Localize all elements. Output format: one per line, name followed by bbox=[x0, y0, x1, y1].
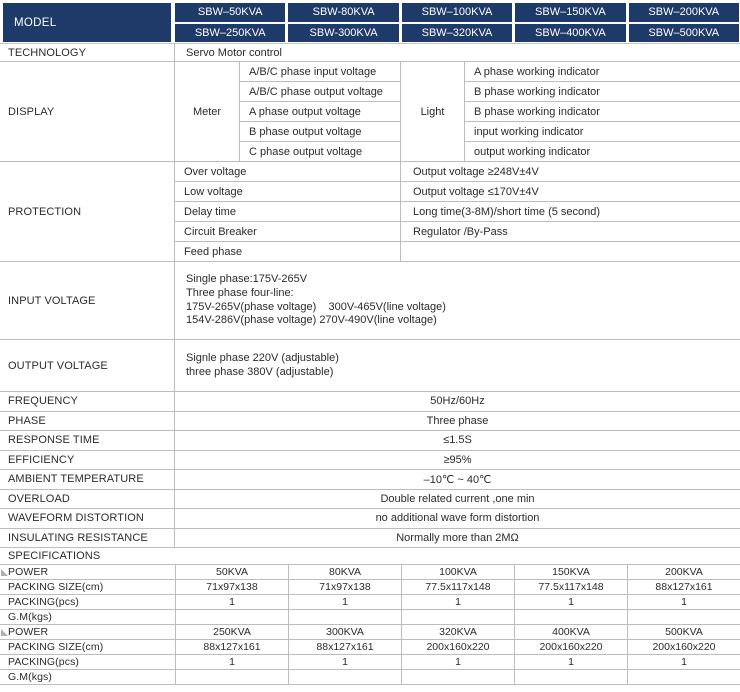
technology-label: TECHNOLOGY bbox=[0, 44, 175, 61]
meter-item: A/B/C phase output voltage bbox=[240, 82, 400, 102]
ambient-temperature-row bbox=[0, 470, 740, 490]
model-cell: SBW–400KVA bbox=[515, 24, 625, 43]
model-cell: SBW-300KVA bbox=[288, 24, 398, 43]
protection-name: Circuit Breaker bbox=[175, 222, 400, 242]
power-label: POWER bbox=[8, 566, 49, 578]
output-voltage-line: Signle phase 220V (adjustable) bbox=[186, 351, 339, 364]
gm-kgs-row bbox=[0, 610, 740, 625]
input-voltage-value bbox=[175, 262, 740, 339]
packing-size-cell: 200x160x220 bbox=[401, 640, 514, 654]
protection-names bbox=[175, 162, 401, 261]
packing-size-row bbox=[0, 580, 740, 595]
gm-kgs-label: G.M(kgs) bbox=[8, 611, 52, 623]
model-cell: SBW–250KVA bbox=[175, 24, 285, 43]
phase-label: PHASE bbox=[0, 412, 175, 431]
input-voltage-line: Single phase:175V-265V bbox=[186, 272, 308, 285]
packing-size-cell: 88x127x161 bbox=[175, 640, 288, 654]
packing-pcs-cell: 1 bbox=[401, 595, 514, 609]
output-voltage-label: OUTPUT VOLTAGE bbox=[0, 340, 175, 391]
power-cell: 250KVA bbox=[175, 625, 288, 639]
power-cell: 100KVA bbox=[401, 565, 514, 579]
waveform-distortion-row bbox=[0, 509, 740, 529]
model-cell: SBW-80KVA bbox=[288, 3, 398, 22]
protection-values bbox=[401, 162, 740, 261]
efficiency-value: ≥95% bbox=[443, 453, 472, 466]
phase-value: Three phase bbox=[426, 414, 489, 427]
packing-size-cell: 88x127x161 bbox=[288, 640, 401, 654]
gm-kgs-cell bbox=[627, 610, 740, 624]
packing-pcs-cell: 1 bbox=[175, 655, 288, 669]
specifications-label: SPECIFICATIONS bbox=[8, 550, 101, 562]
display-section bbox=[0, 62, 740, 162]
gm-kgs-cell bbox=[627, 670, 740, 684]
protection-name: Delay time bbox=[175, 202, 400, 222]
packing-pcs-cell: 1 bbox=[288, 595, 401, 609]
model-cell: SBW–50KVA bbox=[175, 3, 285, 22]
power-cell: 150KVA bbox=[514, 565, 627, 579]
packing-size-label: PACKING SIZE(cm) bbox=[8, 581, 104, 593]
packing-pcs-cell: 1 bbox=[627, 655, 740, 669]
protection-value bbox=[401, 242, 740, 261]
insulating-resistance-row bbox=[0, 529, 740, 549]
gm-kgs-cell bbox=[175, 610, 288, 624]
waveform-distortion-label: WAVEFORM DISTORTION bbox=[0, 509, 175, 528]
packing-size-cell: 77.5x117x148 bbox=[514, 580, 627, 594]
gm-kgs-row bbox=[0, 670, 740, 685]
ambient-temperature-value: –10℃ ~ 40℃ bbox=[423, 473, 492, 486]
gm-kgs-cell bbox=[288, 670, 401, 684]
output-voltage-line: three phase 380V (adjustable) bbox=[186, 365, 334, 378]
packing-pcs-cell: 1 bbox=[514, 595, 627, 609]
protection-value: Regulator /By-Pass bbox=[401, 222, 740, 242]
model-cell: SBW–320KVA bbox=[402, 24, 512, 43]
light-label: Light bbox=[401, 62, 465, 161]
packing-pcs-row bbox=[0, 595, 740, 610]
input-voltage-row bbox=[0, 262, 740, 340]
model-header-label: MODEL bbox=[3, 3, 171, 42]
technology-row bbox=[0, 44, 740, 62]
corner-marker-icon bbox=[1, 629, 8, 636]
packing-size-cell: 200x160x220 bbox=[514, 640, 627, 654]
light-item: A phase working indicator bbox=[465, 62, 740, 82]
protection-name: Feed phase bbox=[184, 245, 243, 258]
power-cell: 200KVA bbox=[627, 565, 740, 579]
meter-item: A/B/C phase input voltage bbox=[240, 62, 400, 82]
model-cell: SBW–500KVA bbox=[629, 24, 739, 43]
protection-label: PROTECTION bbox=[0, 162, 175, 261]
frequency-label: FREQUENCY bbox=[0, 392, 175, 411]
power-label: POWER bbox=[8, 626, 49, 638]
power-row bbox=[0, 625, 740, 640]
packing-pcs-cell: 1 bbox=[514, 655, 627, 669]
insulating-resistance-label: INSULATING RESISTANCE bbox=[0, 529, 175, 548]
packing-size-cell: 71x97x138 bbox=[175, 580, 288, 594]
input-voltage-label: INPUT VOLTAGE bbox=[0, 262, 175, 339]
protection-name: Low voltage bbox=[175, 182, 400, 202]
packing-size-row bbox=[0, 640, 740, 655]
gm-kgs-cell bbox=[514, 610, 627, 624]
meter-label: Meter bbox=[175, 62, 240, 161]
specifications-title-row bbox=[0, 548, 740, 565]
overload-value: Double related current ,one min bbox=[380, 492, 535, 505]
light-item: B phase working indicator bbox=[465, 82, 740, 102]
packing-size-cell: 200x160x220 bbox=[627, 640, 740, 654]
packing-pcs-cell: 1 bbox=[288, 655, 401, 669]
model-cell: SBW–150KVA bbox=[515, 3, 625, 22]
model-cell: SBW–200KVA bbox=[629, 3, 739, 22]
packing-pcs-cell: 1 bbox=[401, 655, 514, 669]
packing-pcs-label: PACKING(pcs) bbox=[8, 656, 80, 668]
meter-item: A phase output voltage bbox=[240, 102, 400, 122]
output-voltage-row bbox=[0, 340, 740, 392]
input-voltage-line: Three phase four-line: bbox=[186, 286, 294, 299]
model-header bbox=[0, 0, 740, 44]
gm-kgs-label: G.M(kgs) bbox=[8, 671, 52, 683]
gm-kgs-cell bbox=[401, 610, 514, 624]
packing-pcs-label: PACKING(pcs) bbox=[8, 596, 80, 608]
efficiency-row bbox=[0, 451, 740, 471]
protection-value: Long time(3-8M)/short time (5 second) bbox=[401, 202, 740, 222]
overload-row bbox=[0, 490, 740, 510]
gm-kgs-cell bbox=[514, 670, 627, 684]
power-cell: 500KVA bbox=[627, 625, 740, 639]
packing-size-cell: 88x127x161 bbox=[627, 580, 740, 594]
packing-size-label: PACKING SIZE(cm) bbox=[8, 641, 104, 653]
packing-pcs-row bbox=[0, 655, 740, 670]
model-cell: SBW–100KVA bbox=[402, 3, 512, 22]
light-item: input working indicator bbox=[465, 122, 740, 142]
model-grid bbox=[175, 3, 739, 42]
ambient-temperature-label: AMBIENT TEMPERATURE bbox=[0, 470, 175, 489]
packing-size-cell: 77.5x117x148 bbox=[401, 580, 514, 594]
packing-size-cell: 71x97x138 bbox=[288, 580, 401, 594]
overload-label: OVERLOAD bbox=[0, 490, 175, 509]
frequency-value: 50Hz/60Hz bbox=[430, 395, 485, 408]
display-label: DISPLAY bbox=[0, 62, 175, 161]
protection-value: Output voltage ≤170V±4V bbox=[401, 182, 740, 202]
output-voltage-value bbox=[175, 340, 740, 391]
power-cell: 320KVA bbox=[401, 625, 514, 639]
power-cell: 80KVA bbox=[288, 565, 401, 579]
meter-item: C phase output voltage bbox=[249, 145, 363, 158]
power-row bbox=[0, 565, 740, 580]
power-cell: 400KVA bbox=[514, 625, 627, 639]
light-item: B phase working indicator bbox=[465, 102, 740, 122]
waveform-distortion-value: no additional wave form distortion bbox=[375, 512, 540, 525]
meter-item: B phase output voltage bbox=[240, 122, 400, 142]
response-time-label: RESPONSE TIME bbox=[0, 431, 175, 450]
gm-kgs-cell bbox=[175, 670, 288, 684]
protection-name: Over voltage bbox=[175, 162, 400, 182]
response-time-row bbox=[0, 431, 740, 451]
response-time-value: ≤1.5S bbox=[443, 434, 472, 447]
efficiency-label: EFFICIENCY bbox=[0, 451, 175, 470]
power-cell: 50KVA bbox=[175, 565, 288, 579]
gm-kgs-cell bbox=[288, 610, 401, 624]
packing-pcs-cell: 1 bbox=[627, 595, 740, 609]
frequency-row bbox=[0, 392, 740, 412]
corner-marker-icon bbox=[1, 569, 8, 576]
phase-row bbox=[0, 412, 740, 432]
technology-value: Servo Motor control bbox=[186, 46, 282, 59]
power-cell: 300KVA bbox=[288, 625, 401, 639]
input-voltage-line: 175V-265V(phase voltage) 300V-465V(line voltage) bbox=[186, 300, 446, 313]
insulating-resistance-value: Normally more than 2MΩ bbox=[396, 531, 519, 544]
protection-value: Output voltage ≥248V±4V bbox=[401, 162, 740, 182]
input-voltage-line: 154V-286V(phase voltage) 270V-490V(line voltage) bbox=[186, 314, 437, 327]
light-items bbox=[465, 62, 740, 161]
meter-items bbox=[240, 62, 401, 161]
protection-section bbox=[0, 162, 740, 262]
packing-pcs-cell: 1 bbox=[175, 595, 288, 609]
gm-kgs-cell bbox=[401, 670, 514, 684]
light-item: output working indicator bbox=[474, 145, 591, 158]
